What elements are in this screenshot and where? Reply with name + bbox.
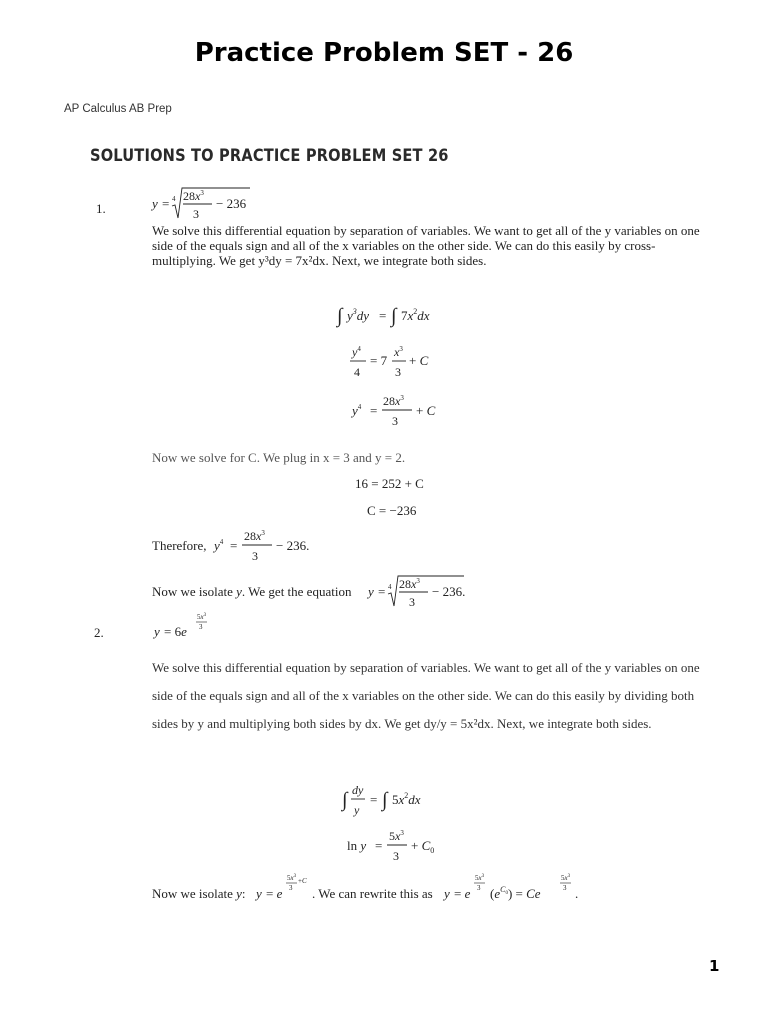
svg-text:Therefore,: Therefore, — [152, 538, 207, 553]
problem-1-solve-text: Now we solve for C. We plug in x = 3 and y = 2. — [152, 450, 406, 465]
problem-1-isolate — [152, 572, 482, 612]
svg-text:=: = — [370, 792, 378, 807]
section-heading: SOLUTIONS TO PRACTICE PROBLEM SET 26 — [90, 146, 449, 166]
svg-text:+ C0: + $C_0$ — [411, 838, 435, 855]
svg-text:y: y — [444, 886, 450, 901]
svg-text:28x3: $28x^3$ — [244, 529, 265, 543]
problem-2-explanation: We solve this differential equation by separation of variables. We want to get all of the y variables on one side of the equals sign and all of the x variables on the other side. We can do this easily by dividing both sides by y and multiplying both sides by dx. We get dy/y = 5x²dx. Next, we integrate both sides. — [152, 660, 700, 731]
problem-1-therefore — [152, 526, 332, 566]
svg-text:3: 3 — [393, 849, 399, 863]
svg-text:= 7: = 7 — [370, 353, 388, 368]
svg-text:− 236.: − 236. — [432, 584, 466, 599]
svg-text:dy: dy — [352, 783, 364, 797]
problem-1-answer — [150, 184, 260, 224]
svg-text:=: = — [375, 838, 383, 853]
svg-text:+ C: + C — [409, 353, 429, 368]
svg-text:5x3: $5x^3$ — [197, 613, 207, 621]
step-integrated — [345, 826, 465, 866]
svg-text:3: 3 — [392, 414, 398, 428]
problem-number: 2. — [94, 625, 104, 640]
running-head: AP Calculus AB Prep — [64, 103, 172, 115]
svg-text:y4: $y^4$ — [352, 345, 361, 359]
svg-text:3: 3 — [252, 549, 258, 563]
svg-text:28x3: $28x^3$ — [399, 577, 420, 591]
svg-text:+C: +C — [298, 877, 307, 885]
svg-text:4: 4 — [388, 583, 392, 591]
svg-text:. We can rewrite this as: . We can rewrite this as — [312, 886, 433, 901]
svg-text:− 236: − 236 — [216, 196, 247, 211]
svg-text:∫: ∫ — [391, 305, 397, 327]
problem-1-explanation: We solve this differential equation by separation of variables. We want to get all of the y variables on one side of the equals sign and all of the x variables on the other side. We can do this easily by cross-multiplying. We get y³dy = 7x²dx. Next, we integrate both sides. — [152, 223, 700, 268]
problem-2-answer — [152, 610, 232, 642]
svg-text:∫: ∫ — [337, 305, 343, 327]
svg-text:28x3: $28x^3$ — [183, 189, 204, 203]
svg-text:x3: $x^3$ — [394, 345, 403, 359]
svg-text:∫: ∫ — [382, 789, 388, 811]
svg-text:3: 3 — [563, 884, 567, 892]
svg-text:.: . — [575, 886, 579, 901]
svg-text:5x3: $5x^3$ — [389, 829, 404, 843]
svg-text:5x3: $5x^3$ — [561, 874, 571, 882]
problem-2-isolate — [152, 868, 592, 904]
svg-text:5x3: $5x^3$ — [475, 874, 485, 882]
svg-text:y4: $y^4$ — [352, 403, 362, 418]
svg-text:5x2dx: $5x^2dx$ — [392, 791, 421, 807]
svg-text:+ C: + C — [416, 403, 436, 418]
svg-text:(eC0) = Ce: $(e^C0) = Ce$ — [490, 885, 541, 901]
svg-text:7x2dx: $7x^2dx$ — [401, 307, 430, 323]
svg-text:− 236.: − 236. — [276, 538, 310, 553]
page-number: 1 — [709, 957, 720, 975]
svg-text:= e: = e — [266, 886, 283, 901]
svg-text:=: = — [162, 196, 170, 211]
step-integral — [335, 300, 455, 330]
svg-text:3: 3 — [199, 623, 203, 631]
svg-text:3: 3 — [477, 884, 481, 892]
svg-text:= e: = e — [454, 886, 471, 901]
svg-text:y: y — [152, 196, 158, 211]
svg-text:y: y — [368, 584, 374, 599]
svg-text:= 6e: = 6e — [164, 624, 187, 639]
svg-text:3: 3 — [395, 365, 401, 379]
svg-text:ln y: ln y — [347, 838, 367, 853]
step-integral — [340, 780, 450, 820]
svg-text:y: y — [256, 886, 262, 901]
svg-text:3: 3 — [409, 595, 415, 609]
step-integrated — [350, 340, 460, 382]
svg-text:y4: $y^4$ — [214, 538, 224, 553]
svg-text:5x3: $5x^3$ — [287, 874, 297, 882]
svg-text:=: = — [230, 538, 238, 553]
svg-text:3: 3 — [289, 884, 293, 892]
svg-text:3: 3 — [193, 207, 199, 221]
svg-text:∫: ∫ — [342, 789, 348, 811]
svg-text:4: 4 — [354, 365, 360, 379]
svg-text:=: = — [378, 584, 386, 599]
step-result — [350, 390, 460, 432]
problem-number: 1. — [96, 201, 106, 216]
svg-text:=: = — [379, 308, 387, 323]
svg-text:Now we isolate y. We get the e: Now we isolate y. We get the equation — [152, 584, 352, 599]
svg-text:28x3: $28x^3$ — [383, 394, 404, 408]
page-title: Practice Problem SET - 26 — [194, 38, 574, 68]
svg-text:4: 4 — [172, 195, 176, 203]
solve-step-2: C = −236 — [367, 503, 417, 518]
svg-text:y3dy: $y^3dy$ — [347, 307, 370, 323]
solve-step-1: 16 = 252 + C — [355, 476, 424, 491]
svg-text:Now we isolate y:: Now we isolate y: — [152, 886, 246, 901]
svg-text:y: y — [154, 624, 160, 639]
svg-text:y: y — [354, 803, 360, 817]
svg-text:=: = — [370, 403, 378, 418]
